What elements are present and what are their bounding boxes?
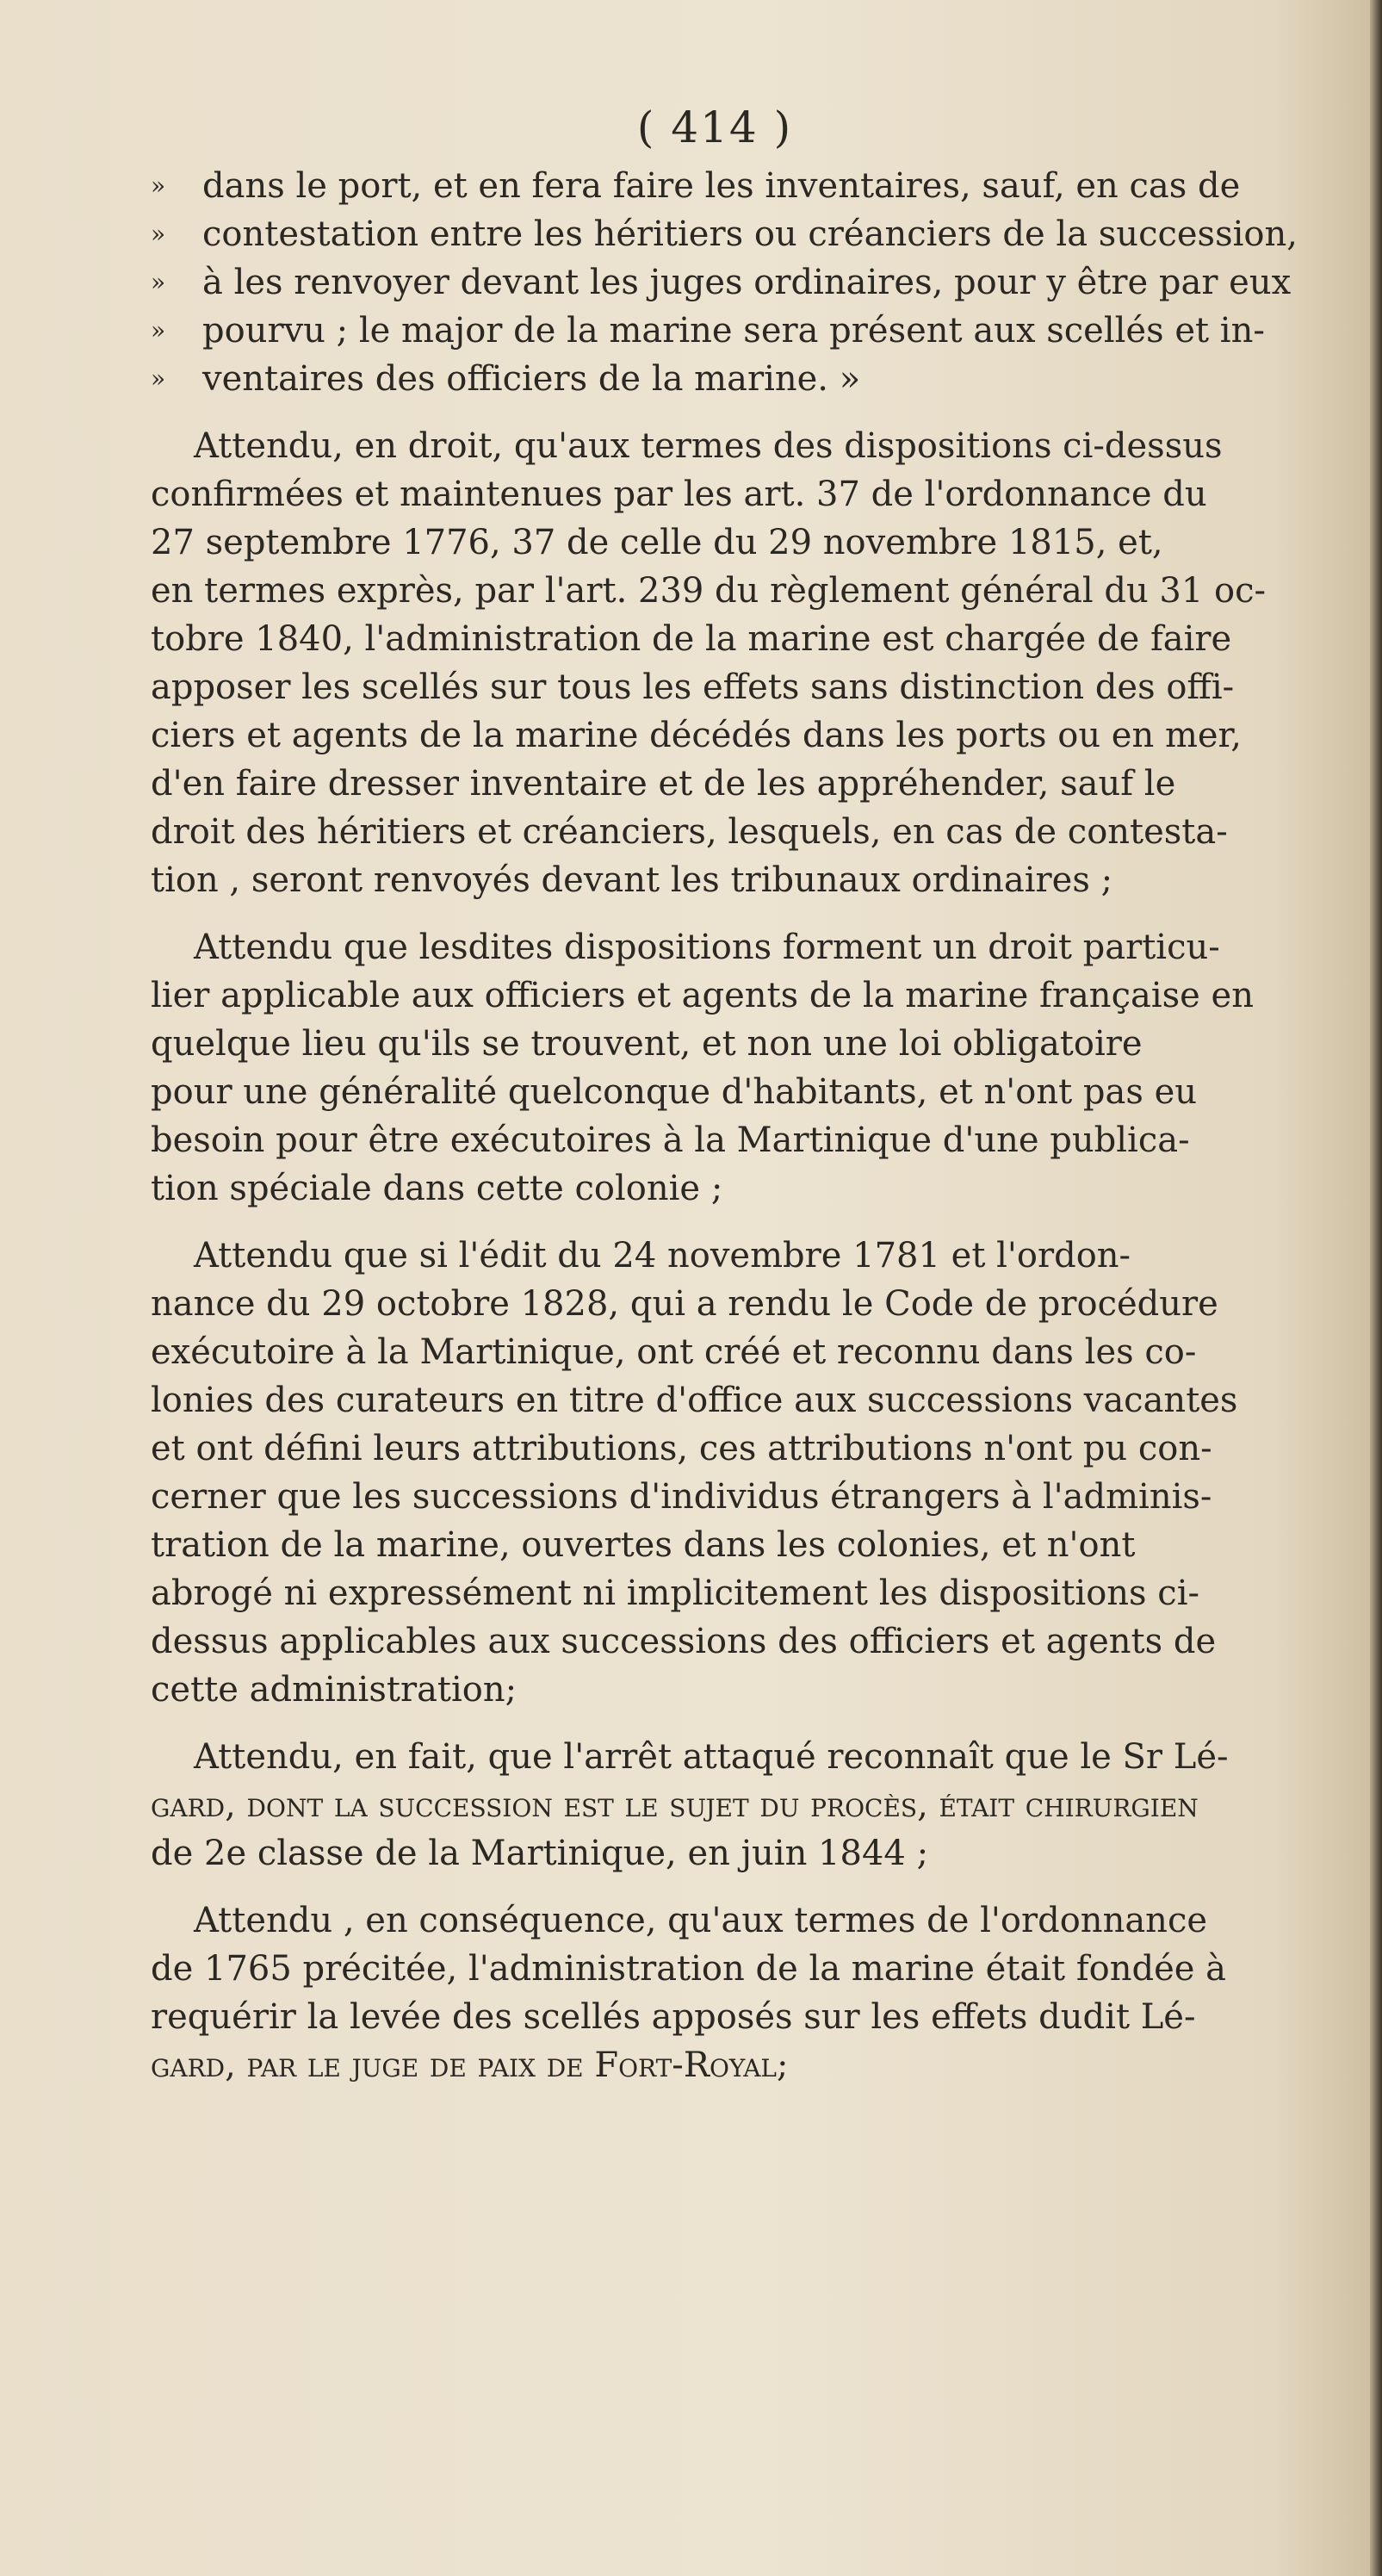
line-text: contestation entre les héritiers ou créanciers de la succession, [202, 214, 1298, 254]
text-line: besoin pour être exécutoires à la Martinique d'une publica- [151, 1120, 1190, 1160]
paragraph-gap [151, 1714, 1373, 1733]
text-line: ciers et agents de la marine décédés dans les ports ou en mer, [151, 716, 1242, 755]
text-line: 27 septembre 1776, 37 de celle du 29 novembre 1815, et, [151, 523, 1163, 562]
text-line [151, 355, 1373, 403]
quote-mark: » [151, 268, 166, 296]
text-line: apposer les scellés sur tous les effets sans distinction des offi- [151, 667, 1235, 707]
text-line: cette administration; [151, 1670, 517, 1710]
quote-mark: » [151, 364, 166, 393]
text-line: tion spéciale dans cette colonie ; [151, 1169, 723, 1208]
text-line: gard, dont la succession est le sujet du procès, était chirurgien [151, 1785, 1199, 1825]
text-line: dessus applicables aux successions des officiers et agents de [151, 1622, 1217, 1661]
text-line: confirmées et maintenues par les art. 37 de l'ordonnance du [151, 475, 1207, 514]
paragraph-gap [151, 904, 1373, 923]
text-line: en termes exprès, par l'art. 239 du règlement général du 31 oc- [151, 571, 1267, 611]
page-edge-shadow [1370, 0, 1382, 2576]
text-line [151, 258, 1373, 307]
text-line: de 1765 précitée, l'administration de la marine était fondée à [151, 1949, 1226, 1989]
text-line: pour une généralité quelconque d'habitants, et n'ont pas eu [151, 1072, 1198, 1112]
text-line: nance du 29 octobre 1828, qui a rendu le Code de procédure [151, 1284, 1218, 1324]
quote-mark: » [151, 220, 166, 248]
paragraph-first-line: Attendu, en fait, que l'arrêt attaqué reconnaît que le Sr Lé- [194, 1737, 1229, 1777]
text-line: de 2e classe de la Martinique, en juin 1844 ; [151, 1834, 929, 1873]
text-line: quelque lieu qu'ils se trouvent, et non une loi obligatoire [151, 1024, 1143, 1064]
text-line [151, 162, 1373, 210]
text-line: tration de la marine, ouvertes dans les colonies, et n'ont [151, 1525, 1136, 1565]
paragraph-gap [151, 1213, 1373, 1232]
text-line: gard, par le juge de paix de Fort-Royal; [151, 2045, 789, 2085]
text-line: abrogé ni expressément ni implicitement les dispositions ci- [151, 1574, 1200, 1613]
text-line: exécutoire à la Martinique, ont créé et reconnu dans les co- [151, 1332, 1197, 1372]
text-line: d'en faire dresser inventaire et de les appréhender, sauf le [151, 764, 1176, 804]
quote-mark: » [151, 316, 166, 345]
paragraph-first-line: Attendu, en droit, qu'aux termes des dispositions ci-dessus [194, 426, 1223, 466]
paragraph-first-line: Attendu que si l'édit du 24 novembre 1781 et l'ordon- [194, 1236, 1131, 1276]
text-line: tobre 1840, l'administration de la marine est chargée de faire [151, 619, 1232, 659]
line-text: dans le port, et en fera faire les inventaires, sauf, en cas de [202, 166, 1241, 206]
line-text: ventaires des officiers de la marine. » [202, 359, 861, 399]
paragraph-first-line: Attendu , en conséquence, qu'aux termes de l'ordonnance [194, 1901, 1208, 1940]
text-line: lier applicable aux officiers et agents de la marine française en [151, 976, 1254, 1015]
text-line: et ont défini leurs attributions, ces attributions n'ont pu con- [151, 1429, 1212, 1468]
text-line: requérir la levée des scellés apposés sur les effets dudit Lé- [151, 1997, 1196, 2037]
text-line [151, 307, 1373, 355]
page-number: ( 414 ) [636, 102, 793, 152]
line-text: pourvu ; le major de la marine sera présent aux scellés et in- [202, 311, 1265, 351]
body-text [151, 162, 1373, 2089]
text-line: tion , seront renvoyés devant les tribunaux ordinaires ; [151, 860, 1113, 900]
quote-mark: » [151, 171, 166, 200]
paragraph-gap [151, 403, 1373, 422]
paragraph-first-line: Attendu que lesdites dispositions forment un droit particu- [194, 928, 1220, 967]
text-line: droit des héritiers et créanciers, lesquels, en cas de contesta- [151, 812, 1228, 852]
text-line [151, 210, 1373, 258]
paragraph-gap [151, 1878, 1373, 1896]
text-line: lonies des curateurs en titre d'office aux successions vacantes [151, 1381, 1238, 1420]
text-line: cerner que les successions d'individus étrangers à l'adminis- [151, 1477, 1212, 1517]
line-text: à les renvoyer devant les juges ordinaires, pour y être par eux [202, 263, 1292, 302]
